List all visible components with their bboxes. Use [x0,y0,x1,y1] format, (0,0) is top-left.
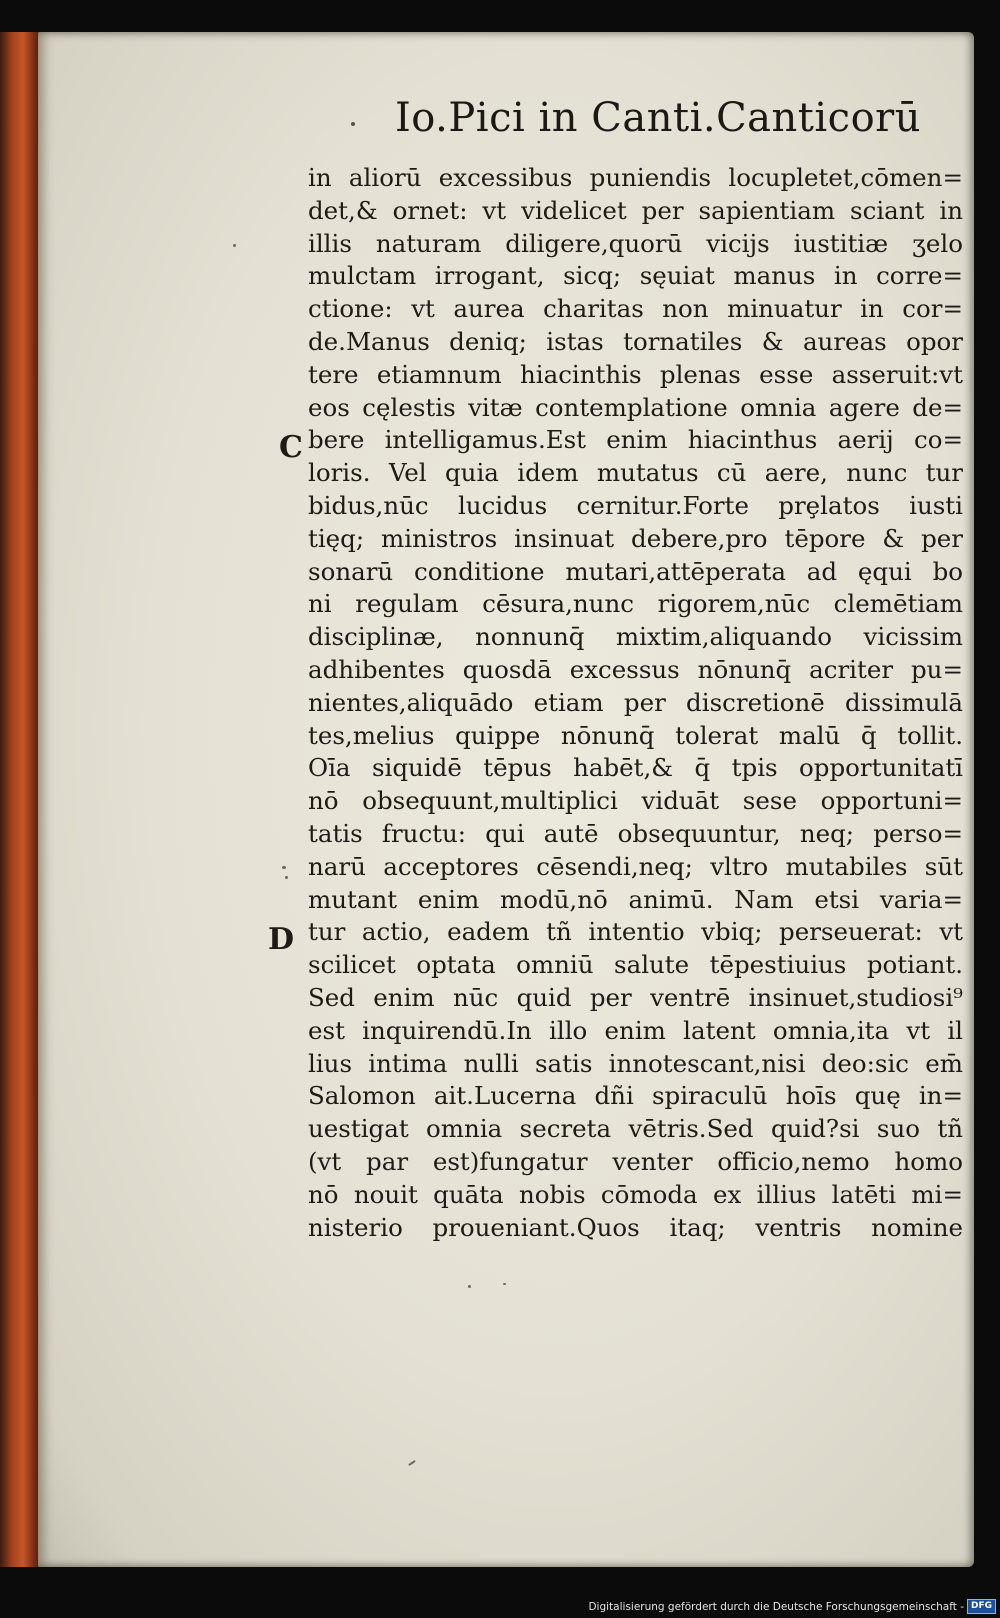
text-line: uestigat omnia secreta vētris.Sed quid?si suo tñ [308,1114,963,1144]
text-line: det,& ornet: vt videlicet per sapientiam sciant in [308,195,963,225]
paper-speck [282,866,286,869]
text-line: est inquirendū.In illo enim latent omnia,ita vt il [308,1015,963,1045]
text-line: Oīa siquidē tēpus habēt,& q̄ tpis opportunitatī [308,753,963,783]
text-line: lius intima nulli satis innotescant,nisi deo:sic em̄ [308,1048,963,1078]
text-line: de.Manus deniq; istas tornatiles & aureas opor [308,326,963,356]
paper-speck [233,244,236,247]
text-line: nisterio proueniant.Quos itaq; ventris nomine [308,1212,963,1242]
text-line: Sed enim nūc quid per ventrē insinuet,studiosi⁹ [308,982,963,1012]
text-line: nō nouit quāta nobis cōmoda ex illius latēti mi= [308,1179,963,1209]
book-page-edge [0,32,42,1567]
text-line: bere intelligamus.Est enim hiacinthus aerij co= [308,425,963,455]
text-line: tur actio, eadem tñ intentio vbiq; perseuerat: vt [308,917,963,947]
text-line: tatis fructu: qui autē obsequuntur, neq; perso= [308,818,963,848]
body-text [308,162,963,1244]
marginal-letter-d: D [268,922,295,957]
paper-speck [468,1285,471,1288]
text-line: mulctam irrogant, sicq; sęuiat manus in corre= [308,261,963,291]
text-line: disciplinæ, nonnunq̄ mixtim,aliquando vicissim [308,622,963,652]
text-line: loris. Vel quia idem mutatus cū aere, nunc tur [308,458,963,488]
text-line: tięq; ministros insinuat debere,pro tēpore & per [308,523,963,553]
paper-speck [503,1283,506,1285]
text-line: scilicet optata omniū salute tēpestiuius potiant. [308,950,963,980]
text-line: tes,melius quippe nōnunq̄ tolerat malū q̄ tollit. [308,720,963,750]
text-line: in aliorū excessibus puniendis locupletet,cōmen= [308,163,963,192]
text-line: ctione: vt aurea charitas non minuatur in cor= [308,294,963,324]
text-line: nō obsequunt,multiplici viduāt sese opportuni= [308,786,963,816]
digitization-credit [588,1599,996,1614]
text-line: nientes,aliquādo etiam per discretionē dissimulā [308,687,963,717]
dfg-logo: DFG [967,1599,996,1614]
text-line: ni regulam cēsura,nunc rigorem,nūc clemētiam [308,589,963,619]
text-line: tere etiamnum hiacinthis plenas esse asseruit:vt [308,359,963,389]
text-line: adhibentes quosdā excessus nōnunq̄ acriter pu= [308,654,963,684]
text-line: eos cęlestis vitæ contemplatione omnia agere de= [308,392,963,422]
text-line: Salomon ait.Lucerna dñi spiraculū hoīs quę in= [308,1081,963,1111]
head-dot [351,122,355,126]
credit-text: Digitalisierung gefördert durch die Deutsche Forschungsgemeinschaft - [588,1600,964,1613]
text-line: narū acceptores cēsendi,neq; vltro mutabiles sūt [308,851,963,881]
paper-speck [285,876,288,879]
text-line: (vt par est)fungatur venter officio,nemo homo [308,1146,963,1176]
text-line: illis naturam diligere,quorū vicijs iustitiæ ʒelo [308,228,963,258]
marginal-letter-c: C [279,430,303,465]
text-line: mutant enim modū,nō animū. Nam etsi varia= [308,884,963,914]
running-head: Io.Pici in Canti.Canticorū [395,95,922,141]
text-line: sonarū conditione mutari,attēperata ad ęqui bo [308,556,963,586]
text-line: bidus,nūc lucidus cernitur.Forte prȩlatos iusti [308,490,963,520]
